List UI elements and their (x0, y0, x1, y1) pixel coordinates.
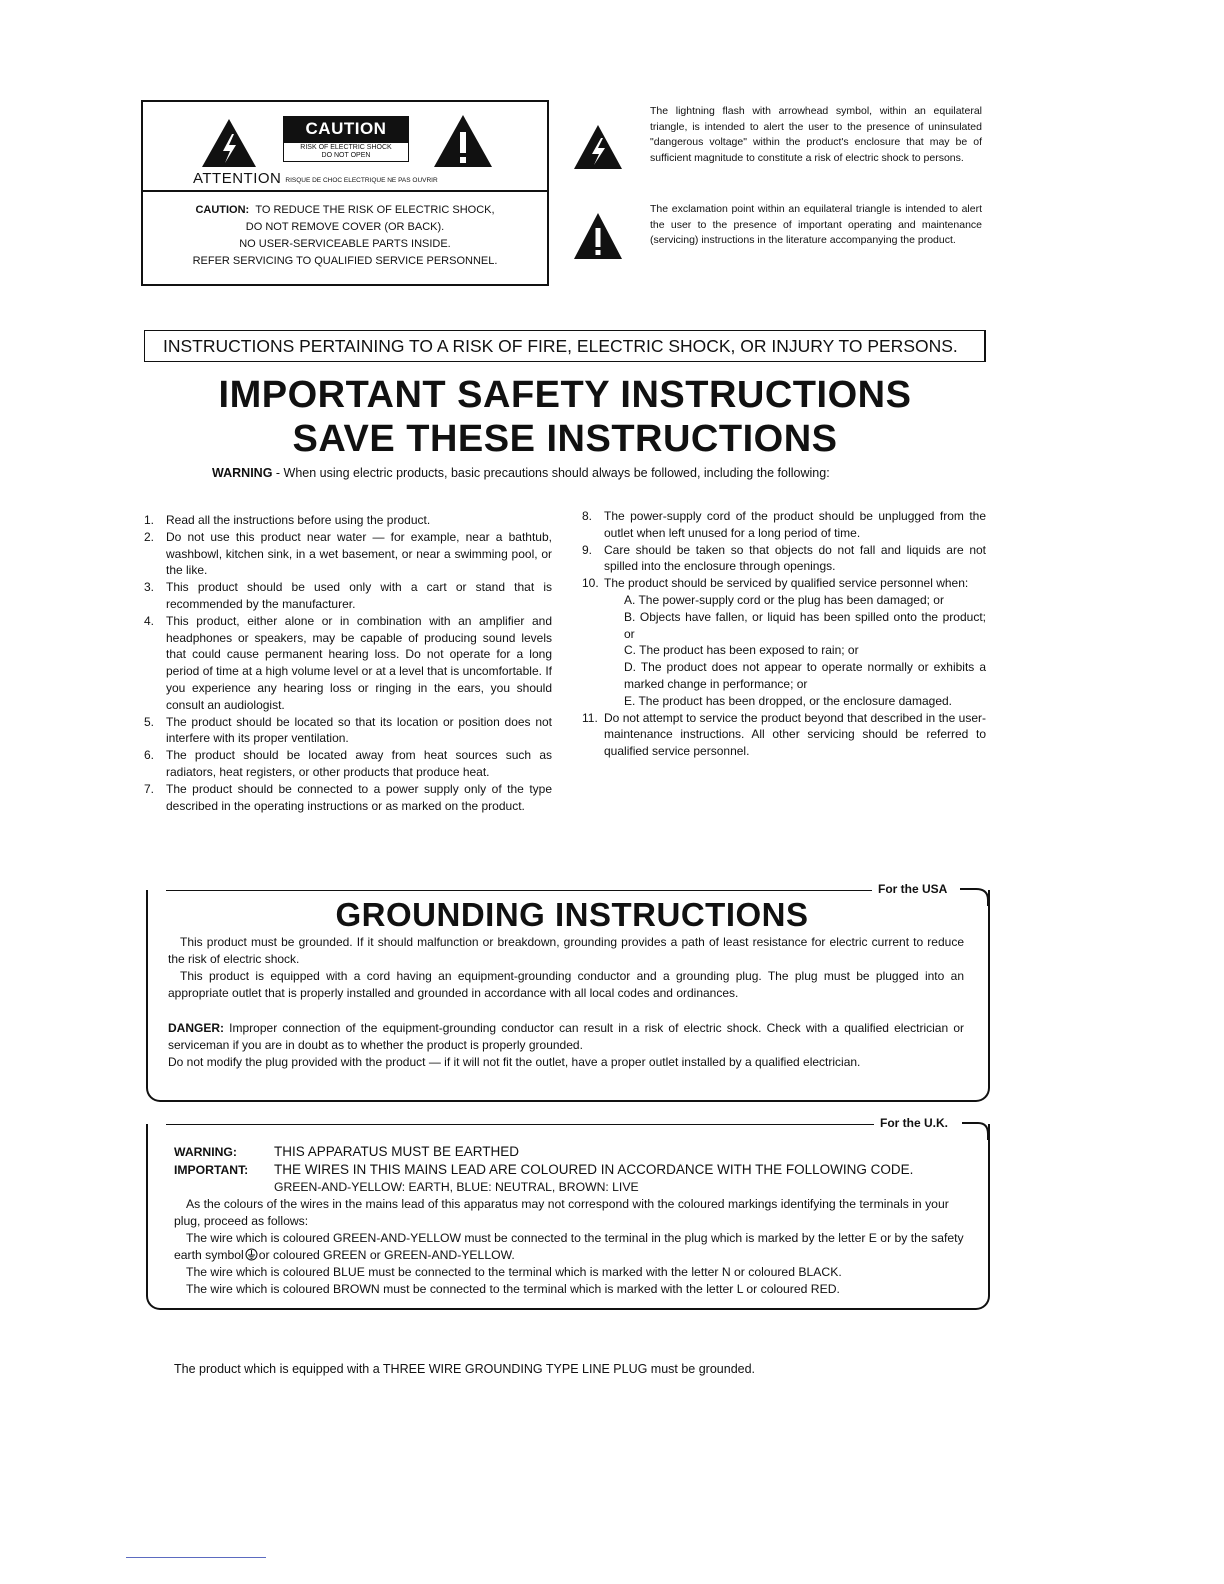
attention-line (193, 170, 438, 187)
uk-grounding-text (174, 1143, 964, 1298)
list-item: 8. The power-supply cord of the product should be unplugged from the outlet when left unused for a long period of time. (582, 509, 986, 540)
uk-para4: The wire which is coloured BROWN must be connected to the terminal which is marked with the letter L or coloured RED. (186, 1282, 840, 1296)
usa-danger-para (168, 1020, 964, 1054)
list-item: 4. This product, either alone or in combination with an amplifier and headphones or speakers, may be capable of producing sound levels that could cause permanent hearing loss. Do not operate for a long period of time at a high volume level or at a level that is uncomfortable. If you experience any hearing loss or ringing in the ears, you should consult an audiologist. (144, 613, 552, 712)
instructions-banner: INSTRUCTIONS PERTAINING TO A RISK OF FIRE, ELECTRIC SHOCK, OR INJURY TO PERSONS. (144, 330, 986, 362)
caution-badge-group (283, 116, 409, 162)
page-subtitle: SAVE THESE INSTRUCTIONS (292, 418, 838, 460)
usa-grounding-text (168, 934, 964, 1071)
lightning-triangle-icon (573, 124, 623, 170)
uk-para1: As the colours of the wires in the mains lead of this apparatus may not correspond with the coloured markings identifying the terminals in your plug, proceed as follows: (174, 1197, 949, 1228)
exclamation-warning-icon (433, 114, 493, 168)
warning-label: WARNING (212, 466, 273, 480)
sublist-item: A. The power-supply cord or the plug has been damaged; or (624, 592, 944, 607)
sublist-item: E. The product has been dropped, or the enclosure damaged. (624, 693, 953, 708)
uk-important-row: IMPORTANT: THE WIRES IN THIS MAINS LEAD ARE COLOURED IN ACCORDANCE WITH THE FOLLOWING CODE. (174, 1162, 914, 1177)
caution-body-line2: DO NOT REMOVE COVER (OR BACK). (245, 221, 445, 233)
safety-list-right (582, 508, 986, 760)
list-item: 9. Care should be taken so that objects do not fall and liquids are not spilled into the enclosure through openings. (582, 542, 986, 574)
list-item: 11. Do not attempt to service the product beyond that described in the user-maintenance instructions. All other servicing should be referred to qualified service personnel. (582, 710, 986, 759)
exclamation-symbol-description: The exclamation point within an equilateral triangle is intended to alert the user to the presence of important operating and maintenance (servicing) instructions in the literature accompanying the product. (650, 203, 982, 246)
uk-para3: The wire which is coloured BLUE must be connected to the terminal which is marked with the letter N or coloured BLACK. (186, 1265, 842, 1279)
warning-line (212, 466, 830, 480)
usa-para2: This product is equipped with a cord having an equipment-grounding conductor and a grounding plug. The plug must be plugged into an appropriate outlet that is properly installed and grounded in accordance with all local codes and ordinances. (168, 969, 964, 1000)
uk-para2: The wire which is coloured GREEN-AND-YELLOW must be connected to the terminal in the plug which is marked by the letter E or by the safety earth symbol or coloured GREEN or GREEN-AND-YELLOW. (174, 1231, 964, 1262)
list-item: 1. Read all the instructions before using the product. (144, 513, 431, 527)
caution-body-line1: TO REDUCE THE RISK OF ELECTRIC SHOCK, (255, 204, 495, 216)
uk-label: For the U.K. (880, 1116, 948, 1130)
caution-body-line4: REFER SERVICING TO QUALIFIED SERVICE PERSONNEL. (192, 255, 498, 267)
safety-earth-icon (245, 1248, 258, 1261)
danger-label: DANGER: (168, 1021, 224, 1035)
uk-warning-row: WARNING: THIS APPARATUS MUST BE EARTHED (174, 1144, 520, 1159)
list-item: 10. The product should be serviced by qualified service personnel when: A. The power-supply cord or the plug has been damaged; or B. Objects have fallen, or liquid has been spilled onto the product; or C. The product has been exposed to rain; or D. The product does not appear to operate normally or exhibits a marked change in performance; or E. The product has been dropped, or the enclosure damaged. (582, 576, 986, 708)
sublist-item: C. The product has been exposed to rain; or (624, 643, 859, 658)
exclamation-triangle-icon (573, 212, 623, 260)
caution-small-line2: DO NOT OPEN (321, 152, 371, 159)
caution-badge: CAUTION (283, 116, 409, 142)
list-item: 3. This product should be used only with a cart or stand that is recommended by the manufacturer. (144, 580, 552, 611)
uk-box-top-rule (166, 1124, 874, 1125)
service-conditions-sublist (604, 592, 986, 710)
attention-word: ATTENTION (193, 170, 282, 187)
attention-french: RISQUE DE CHOC ELECTRIQUE NE PAS OUVRIR (285, 177, 438, 184)
list-item: 2. Do not use this product near water — for example, near a bathtub, washbowl, kitchen sink, in a wet basement, or near a swimming pool, or the like. (144, 529, 552, 578)
caution-body-line3: NO USER-SERVICEABLE PARTS INSIDE. (239, 238, 451, 250)
uk-box-corner (960, 1120, 994, 1140)
list-item: 7. The product should be connected to a power supply only of the type described in the operating instructions or as marked on the product. (144, 781, 552, 813)
uk-code-line: GREEN-AND-YELLOW: EARTH, BLUE: NEUTRAL, BROWN: LIVE (274, 1180, 639, 1194)
lightning-symbol-description: The lightning flash with arrowhead symbol, within an equilateral triangle, is intended to alert the user to the presence of uninsulated "dangerous voltage" within the product's enclosure that may be of sufficient magnitude to constitute a risk of electric shock to persons. (650, 105, 982, 164)
usa-para4: Do not modify the plug provided with the product — if it will not fit the outlet, have a proper outlet installed by a qualified electrician. (168, 1055, 861, 1069)
footer-note: The product which is equipped with a THREE WIRE GROUNDING TYPE LINE PLUG must be grounded. (174, 1362, 756, 1376)
sublist-item: B. Objects have fallen, or liquid has been spilled onto the product; or (624, 609, 986, 641)
usa-box-top-rule (166, 890, 872, 891)
grounding-title: GROUNDING INSTRUCTIONS (335, 896, 809, 933)
caution-body-text (143, 202, 547, 270)
warning-text: - When using electric products, basic precautions should always be followed, including the following: (272, 466, 830, 480)
caution-small-text (283, 142, 409, 162)
lightning-warning-icon (201, 118, 257, 168)
sublist-item: D. The product does not appear to operate normally or exhibits a marked change in performance; or (624, 660, 986, 691)
caution-label-box (141, 100, 549, 286)
bottom-rule (126, 1557, 266, 1558)
list-item: 6. The product should be located away from heat sources such as radiators, heat registers, or other products that produce heat. (144, 748, 552, 779)
caution-prefix: CAUTION: (195, 204, 250, 216)
caution-label-top (143, 102, 547, 192)
safety-list-left (144, 512, 552, 814)
page-title: IMPORTANT SAFETY INSTRUCTIONS (218, 374, 912, 416)
list-item: 5. The product should be located so that its location or position does not interfere with its proper ventilation. (144, 714, 552, 746)
danger-text: Improper connection of the equipment-grounding conductor can result in a risk of electric shock. Check with a qualified electrician or serviceman if you are in doubt as to whether the product is properly grounded. (168, 1021, 964, 1052)
usa-para1: This product must be grounded. If it should malfunction or breakdown, grounding provides a path of least resistance for electric current to reduce the risk of electric shock. (168, 935, 964, 966)
usa-label: For the USA (878, 882, 948, 896)
caution-small-line1: RISK OF ELECTRIC SHOCK (300, 144, 392, 151)
